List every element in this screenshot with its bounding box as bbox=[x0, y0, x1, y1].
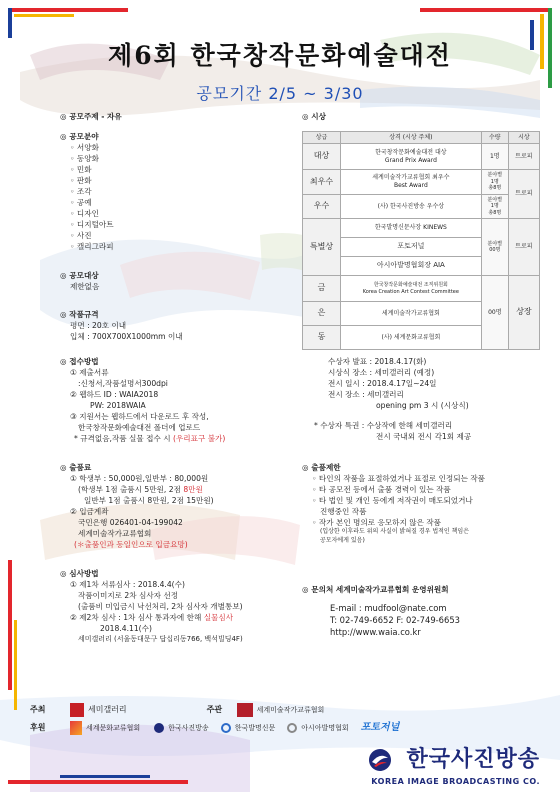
table-row bbox=[303, 219, 540, 238]
grade-cell: 동 bbox=[303, 326, 341, 350]
benefit-line: * 수상자 특권 : 수상작에 한해 세미갤러리 bbox=[314, 421, 453, 430]
apply-line: ③ 지원서는 웹하드에서 다운로드 후 작성, bbox=[70, 412, 209, 421]
field-item: ◦ 사진 bbox=[70, 231, 92, 240]
field-item: ◦ 조각 bbox=[70, 187, 92, 196]
contest-period: 공모기간 2/5 ~ 3/30 bbox=[196, 84, 364, 103]
qty-cell: 분야별 1명 총8명 bbox=[481, 170, 508, 195]
benefit-line: 전시 국내외 전시 각1회 제공 bbox=[376, 432, 472, 441]
stripe-top-left-3 bbox=[14, 14, 74, 17]
fields-heading: ◎ 공모분야 bbox=[60, 132, 99, 141]
table-row bbox=[303, 170, 540, 195]
review-second-red: 실물심사 bbox=[203, 613, 234, 622]
field-item: ◦ 디지털아트 bbox=[70, 220, 114, 229]
target-heading: ◎ 공모대상 bbox=[60, 271, 99, 280]
name-cell: 아시아발명협회장 AIA bbox=[341, 257, 482, 276]
apply-line: :신청서,작품설명서300dpi bbox=[78, 379, 168, 388]
table-row bbox=[303, 144, 540, 170]
support-item: 한국사진방송 bbox=[168, 724, 209, 733]
prize-cell: 트로피 bbox=[508, 144, 539, 170]
fee-line: 국민은행 026401-04-199042 bbox=[78, 518, 183, 527]
fee-line: 세계미술작가교류협회 bbox=[78, 529, 152, 538]
size-flat: 평면 : 20호 이내 bbox=[70, 321, 127, 330]
fee-student: (학생부 1점 출품시 5만원, 2점 bbox=[78, 485, 181, 494]
review-line: 작품이미지로 2차 심사자 선정 bbox=[78, 591, 179, 600]
culture-exchange-logo-icon bbox=[70, 721, 82, 735]
name-cell: 한국창작문화예술대전 조직위원회 Korea Creation Art Contest Committee bbox=[341, 276, 482, 302]
support-item: 세계문화교류협회 bbox=[86, 724, 141, 733]
review-section bbox=[60, 568, 320, 644]
prize-cell: 트로피 bbox=[508, 219, 539, 276]
field-item: ◦ 판화 bbox=[70, 176, 92, 185]
schedule-section bbox=[314, 356, 548, 442]
review-line: (출품비 미입금시 낙선처리, 2차 심사자 개별통보) bbox=[78, 602, 243, 611]
qty-cell: 00명 bbox=[481, 276, 508, 350]
apply-line: ① 제출서류 bbox=[70, 368, 109, 377]
qty-cell: 분야별 00명 bbox=[481, 219, 508, 276]
host-name: 세미갤러리 bbox=[88, 705, 127, 715]
fee-student-red: 8만원 bbox=[183, 485, 203, 494]
contact-email: E-mail : mudfool@nate.com bbox=[330, 603, 447, 613]
fields-section bbox=[60, 131, 270, 252]
restrict-item: 진행중인 작품 bbox=[320, 507, 367, 516]
name-cell: 세계미술작가교류협회 bbox=[341, 302, 482, 326]
fee-line: ① 학생부 : 50,000원,일반부 : 80,000원 bbox=[70, 474, 209, 483]
restrict-section bbox=[302, 462, 547, 545]
apply-line: ② 웹하드 ID : WAIA2018 bbox=[70, 390, 159, 399]
fee-heading: ◎ 출품료 bbox=[60, 463, 92, 472]
restrict-note: 공모자에게 있음) bbox=[320, 536, 365, 544]
stripe-top-right-1 bbox=[420, 8, 552, 12]
awards-table bbox=[302, 131, 540, 350]
review-heading: ◎ 심사방법 bbox=[60, 569, 99, 578]
apply-section bbox=[60, 356, 300, 444]
field-item: ◦ 디자인 bbox=[70, 209, 99, 218]
target-section bbox=[60, 270, 99, 292]
contact-heading: ◎ 문의처 세계미술작가교류협회 운영위원회 bbox=[302, 585, 449, 594]
size-heading: ◎ 작품규격 bbox=[60, 310, 99, 319]
review-line: 세미갤러리 (서울동대문구 답십리동766, 백석빌딩4F) bbox=[78, 635, 243, 643]
stripe-bottom-left-2 bbox=[60, 775, 150, 778]
brand-name: 한국사진방송 bbox=[406, 747, 540, 772]
review-line: 2018.4.11(수) bbox=[100, 624, 152, 633]
photo-broadcast-logo-icon bbox=[154, 723, 164, 733]
grade-cell: 특별상 bbox=[303, 219, 341, 276]
organizer-label: 주관 bbox=[206, 705, 223, 715]
prize-cell bbox=[508, 170, 539, 219]
size-section bbox=[60, 309, 183, 342]
table-row bbox=[303, 195, 540, 219]
schedule-line: 수상자 발표 : 2018.4.17(화) bbox=[328, 357, 427, 366]
grade-cell: 은 bbox=[303, 302, 341, 326]
grade-cell: 우수 bbox=[303, 195, 341, 219]
field-item: ◦ 공예 bbox=[70, 198, 92, 207]
apply-line: 한국창작문화예술대전 폴더에 업로드 bbox=[78, 423, 201, 432]
support-label: 후원 bbox=[30, 723, 46, 733]
field-item: ◦ 캘리그라피 bbox=[70, 242, 114, 251]
name-cell: (사) 세계문화교류협회 bbox=[341, 326, 482, 350]
schedule-line: opening pm 3 시 (시상식) bbox=[376, 401, 469, 410]
restrict-heading: ◎ 출품제한 bbox=[302, 463, 341, 472]
field-item: ◦ 동양화 bbox=[70, 154, 99, 163]
host-row bbox=[30, 703, 324, 717]
grade-cell: 최우수 bbox=[303, 170, 341, 195]
host-label: 주최 bbox=[30, 705, 46, 715]
qty-cell: 1명 bbox=[481, 144, 508, 170]
target-value: 제한없음 bbox=[70, 282, 100, 291]
awards-header-row bbox=[303, 132, 540, 144]
qty-cell: 분야별 1명 총8명 bbox=[481, 195, 508, 219]
apply-line bbox=[60, 433, 300, 444]
table-row bbox=[303, 276, 540, 302]
contact-website: http://www.waia.co.kr bbox=[330, 627, 421, 638]
fee-line: ② 입금계좌 bbox=[70, 507, 109, 516]
fee-line: 일반부 1점 출품시 8만원, 2점 15만원) bbox=[84, 496, 214, 505]
name-cell: 한국발명신문사장 KINEWS bbox=[341, 219, 482, 238]
stripe-left-edge bbox=[8, 560, 12, 690]
prize-cell: 상장 bbox=[508, 276, 539, 350]
support-item: 아시아발명협회 bbox=[301, 724, 349, 733]
schedule-line: 전시 일시 : 2018.4.17일~24일 bbox=[328, 379, 437, 388]
organizer-name: 세계미술작가교류협회 bbox=[256, 705, 325, 714]
name-cell: 세계미술작가교류협회 최우수 Best Award bbox=[341, 170, 482, 195]
name-cell: 한국창작문화예술대전 대상 Grand Prix Award bbox=[341, 144, 482, 170]
contact-section bbox=[302, 584, 552, 639]
name-cell: (사) 한국사진방송 우수상 bbox=[341, 195, 482, 219]
page-title: 제6회 한국창작문화예술대전 bbox=[108, 41, 452, 70]
apply-heading: ◎ 접수방법 bbox=[60, 357, 99, 366]
broadcast-brand bbox=[371, 744, 540, 787]
support-row bbox=[30, 721, 399, 736]
brand-english: KOREA IMAGE BROADCASTING CO. bbox=[371, 776, 540, 786]
header-qty: 수량 bbox=[481, 132, 508, 144]
stripe-bottom-left bbox=[8, 780, 188, 784]
prize-trophy: 트로피 bbox=[515, 190, 533, 198]
header-prize: 시상 bbox=[508, 132, 539, 144]
restrict-note: (입상한 이후라도 위의 사실이 밝혀질 경우 법적인 책임은 bbox=[320, 528, 470, 535]
theme-heading: ◎ 공모주제 - 자유 bbox=[60, 112, 122, 121]
fee-line: (＊출품인과 동일인으로 입금요망) bbox=[74, 540, 188, 549]
grade-cell: 금 bbox=[303, 276, 341, 302]
asia-invention-logo-icon bbox=[287, 723, 297, 733]
apply-note: * 규격없음,작품 실물 접수 시 bbox=[74, 434, 171, 443]
semi-gallery-logo-icon bbox=[70, 703, 84, 717]
header-name: 상격 (시상 주체) bbox=[341, 132, 482, 144]
stripe-top-left-2 bbox=[8, 8, 12, 38]
review-second: ② 제2차 심사 : 1차 심사 통과자에 한해 bbox=[70, 613, 202, 622]
stripe-top-left-1 bbox=[8, 8, 128, 12]
support-item: 한국발명신문 bbox=[234, 724, 276, 733]
waia-logo-icon bbox=[237, 703, 253, 717]
apply-note-red: (우리표구 불가) bbox=[172, 434, 226, 443]
restrict-item: ◦ 타인의 작품을 표절하였거나 표절로 인정되는 작품 bbox=[312, 474, 486, 483]
theme-section bbox=[60, 111, 122, 122]
size-solid: 입체 : 700X700X1000mm 이내 bbox=[70, 332, 183, 341]
awards-heading: ◎ 시상 bbox=[302, 112, 326, 121]
restrict-item: ◦ 타 법인 및 개인 등에게 저작권이 매도되었거나 bbox=[312, 496, 473, 505]
schedule-line: 시상식 장소 : 세미갤러리 (예정) bbox=[328, 368, 435, 377]
field-item: ◦ 서양화 bbox=[70, 143, 99, 152]
apply-line: PW: 2018WAIA bbox=[90, 401, 146, 410]
header-grade: 상급 bbox=[303, 132, 341, 144]
restrict-item: ◦ 작가 본인 명의로 응모하지 않은 작품 bbox=[312, 518, 441, 527]
invention-news-logo-icon bbox=[221, 723, 231, 733]
grade-cell: 대상 bbox=[303, 144, 341, 170]
contact-phone: T: 02-749-6652 F: 02-749-6653 bbox=[330, 615, 460, 626]
field-item: ◦ 민화 bbox=[70, 165, 92, 174]
photo-journal-logo: 포토저널 bbox=[360, 722, 400, 733]
review-line bbox=[60, 612, 320, 623]
awards-section bbox=[302, 111, 326, 122]
fee-line bbox=[60, 484, 300, 495]
review-line: ① 제1차 서류심사 : 2018.4.4(수) bbox=[70, 580, 185, 589]
fee-section bbox=[60, 462, 300, 550]
stripe-left-edge-2 bbox=[14, 620, 17, 710]
schedule-line: 전시 장소 : 세미갤러리 bbox=[328, 390, 404, 399]
name-cell: 포토저널 bbox=[341, 238, 482, 257]
restrict-item: ◦ 타 공모전 등에서 출품 경력이 있는 작품 bbox=[312, 485, 451, 494]
